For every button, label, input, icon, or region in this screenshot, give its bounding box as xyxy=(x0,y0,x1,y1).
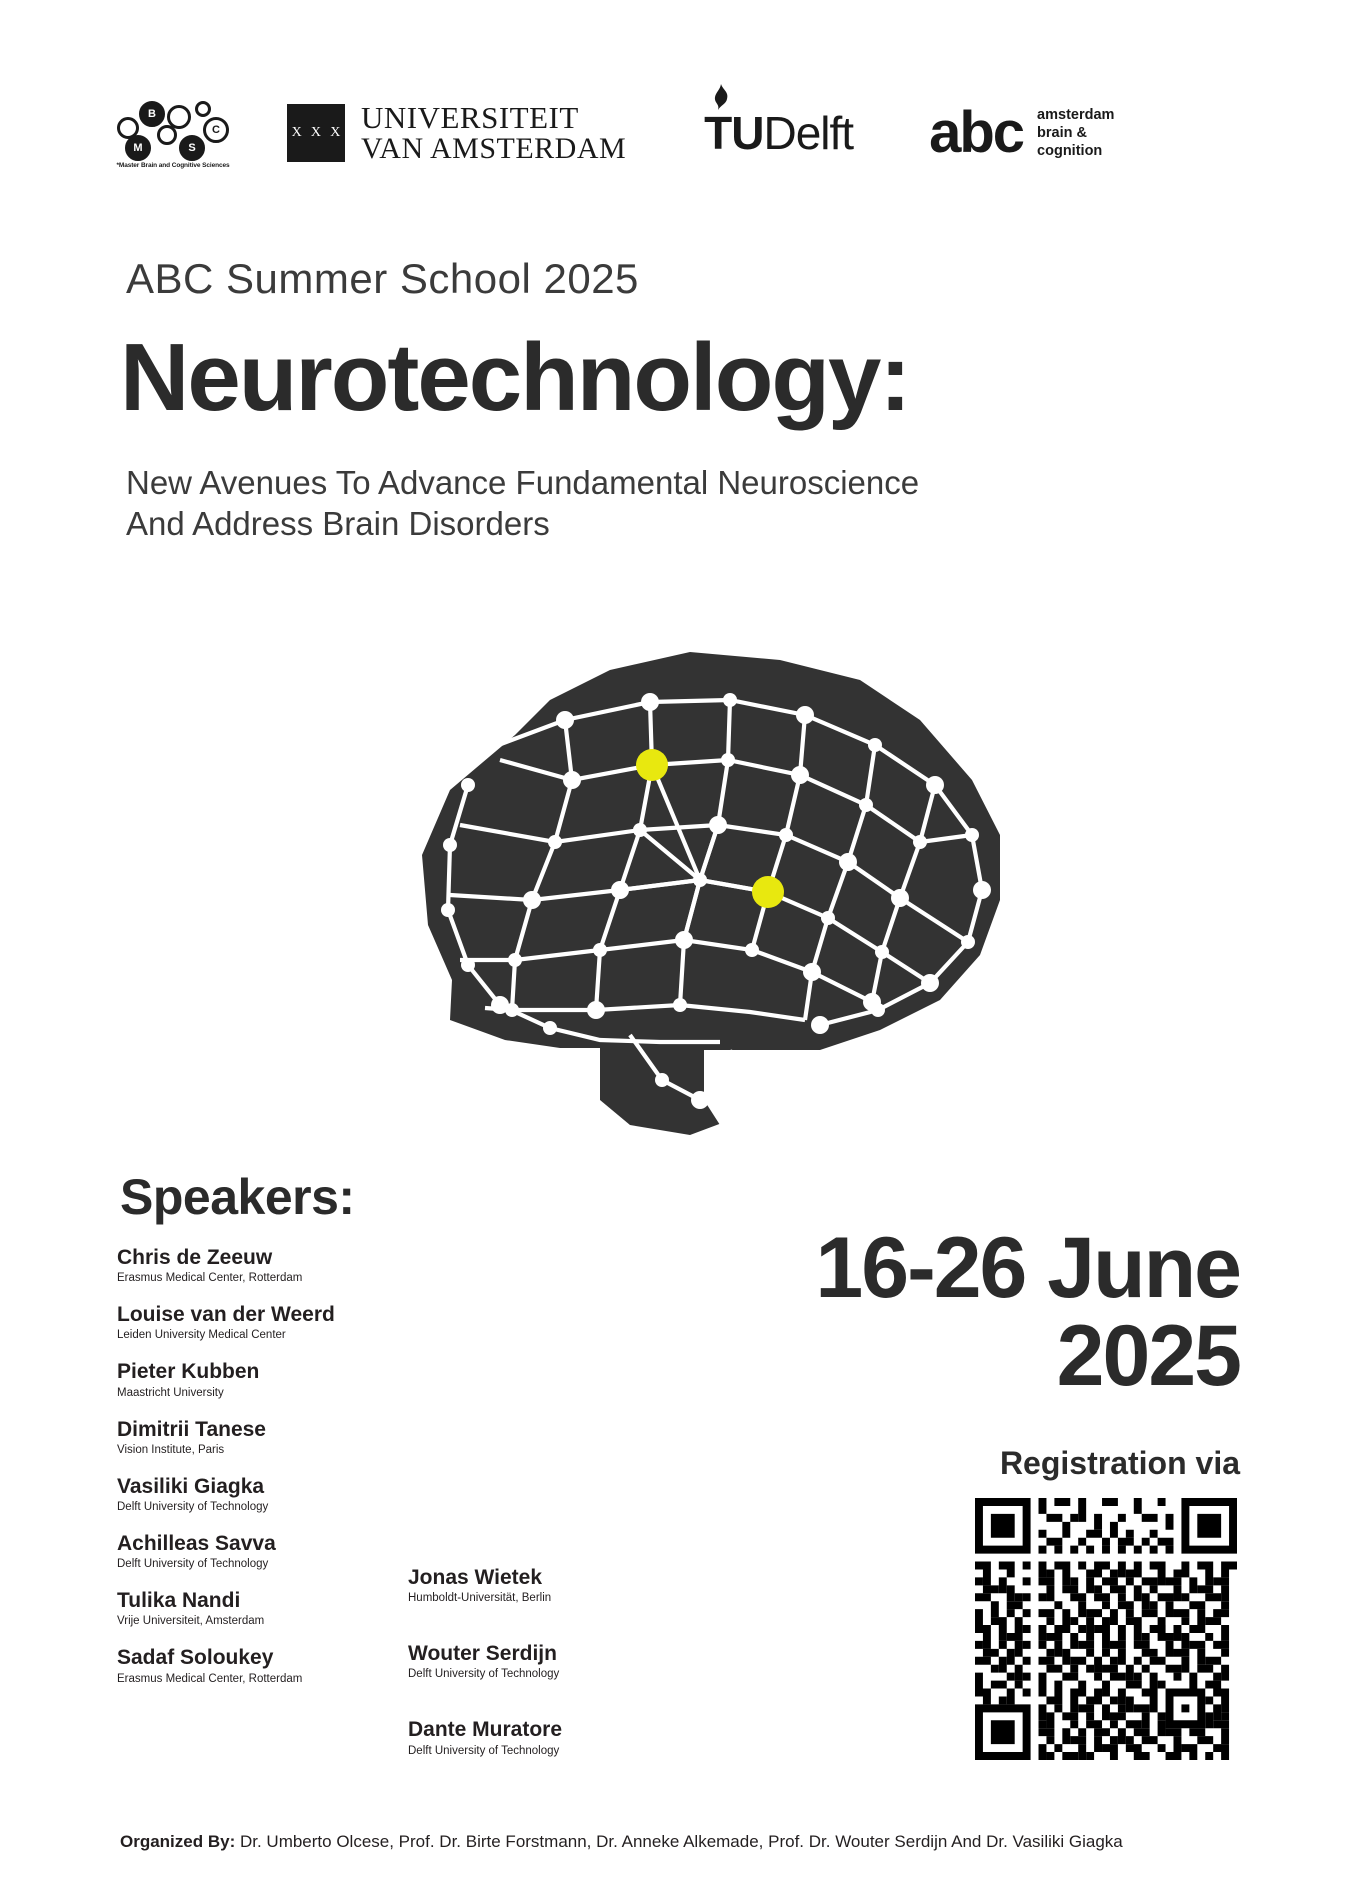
abc-tagline-2: brain & xyxy=(1037,124,1087,141)
speaker-name: Louise van der Weerd xyxy=(117,1303,335,1327)
page-title: Neurotechnology: xyxy=(120,324,910,431)
uva-line-2: VAN AMSTERDAM xyxy=(361,131,627,165)
uva-mark-x1: X xyxy=(291,124,302,140)
speaker-affiliation: Vrije Universiteit, Amsterdam xyxy=(117,1615,265,1628)
speaker-name: Vasiliki Giagka xyxy=(117,1474,265,1498)
uva-line-1: UNIVERSITEIT xyxy=(361,99,579,135)
mbcs-node-blank-4 xyxy=(157,125,177,145)
subtitle-line-1: New Avenues To Advance Fundamental Neuroscience xyxy=(126,464,920,501)
speaker-item xyxy=(408,1565,708,1604)
speaker-affiliation: Erasmus Medical Center, Rotterdam xyxy=(117,1672,303,1685)
mbcs-caption: *Master Brain and Cognitive Sciences xyxy=(116,162,230,169)
organizers-label: Organized By: xyxy=(120,1832,236,1851)
speaker-affiliation: Leiden University Medical Center xyxy=(117,1329,286,1342)
speakers-column-right xyxy=(408,1565,708,1775)
tudelft-logo xyxy=(704,107,854,159)
mbcs-node-b: B xyxy=(139,101,165,127)
speaker-affiliation: Humboldt-Universität, Berlin xyxy=(408,1592,552,1605)
mbcs-network-icon xyxy=(115,99,231,167)
mbcs-node-s: S xyxy=(179,135,205,161)
uva-shield-icon xyxy=(287,104,345,162)
speakers-heading: Speakers: xyxy=(120,1169,355,1225)
mbcs-node-c: C xyxy=(203,117,229,143)
abc-logo xyxy=(929,100,1115,166)
tudelft-tu: TU xyxy=(704,107,764,159)
speaker-affiliation: Maastricht University xyxy=(117,1386,224,1399)
tudelft-flame-icon xyxy=(710,84,732,110)
speaker-name: Dante Muratore xyxy=(408,1718,563,1742)
speaker-name: Achilleas Savva xyxy=(117,1531,276,1555)
uva-logo xyxy=(287,99,627,165)
mbcs-node-m: M xyxy=(125,135,151,161)
speaker-name: Pieter Kubben xyxy=(117,1360,260,1384)
tudelft-wordmark xyxy=(704,107,854,159)
event-date xyxy=(660,1220,1240,1404)
tudelft-delft: Delft xyxy=(763,107,854,159)
registration-label: Registration via xyxy=(999,1445,1240,1481)
abc-tagline-1: amsterdam xyxy=(1037,106,1115,123)
speaker-item xyxy=(117,1645,417,1684)
event-kicker: ABC Summer School 2025 xyxy=(126,255,639,302)
speakers-column-left xyxy=(117,1245,417,1703)
speaker-item xyxy=(117,1359,417,1398)
qr-code[interactable] xyxy=(975,1498,1237,1760)
organizers-names: Dr. Umberto Olcese, Prof. Dr. Birte Forstmann, Dr. Anneke Alkemade, Prof. Dr. Wouter Serdijn And Dr. Vasiliki Giagka xyxy=(235,1832,1123,1851)
mbcs-node-blank-2 xyxy=(195,101,211,117)
speaker-name: Tulika Nandi xyxy=(117,1589,241,1613)
speaker-name: Jonas Wietek xyxy=(408,1566,543,1589)
abc-tagline-3: cognition xyxy=(1037,143,1103,160)
speaker-affiliation: Delft University of Technology xyxy=(117,1558,269,1571)
speaker-item xyxy=(117,1588,417,1627)
page-subtitle xyxy=(126,462,1086,545)
abc-wordmark: abc xyxy=(929,100,1024,166)
speaker-affiliation: Vision Institute, Paris xyxy=(117,1443,225,1456)
abc-tagline xyxy=(1037,106,1114,160)
speaker-item xyxy=(117,1302,417,1341)
uva-mark-x3: X xyxy=(330,124,341,140)
speaker-name: Dimitrii Tanese xyxy=(117,1417,266,1441)
uva-mark-x2: X xyxy=(310,124,322,140)
event-date-line-1: 16-26 June xyxy=(815,1220,1240,1316)
brain-network-illustration xyxy=(300,580,1080,1210)
organizers-footer xyxy=(120,1832,1250,1852)
speaker-name: Chris de Zeeuw xyxy=(117,1246,273,1269)
brain-silhouette xyxy=(422,652,1000,1135)
speaker-affiliation: Delft University of Technology xyxy=(117,1500,269,1513)
speaker-item xyxy=(117,1474,417,1513)
speaker-affiliation: Delft University of Technology xyxy=(408,1668,560,1681)
speaker-affiliation: Delft University of Technology xyxy=(408,1744,560,1757)
speaker-affiliation: Erasmus Medical Center, Rotterdam xyxy=(117,1272,303,1285)
speaker-name: Wouter Serdijn xyxy=(408,1642,557,1666)
speaker-item xyxy=(117,1417,417,1456)
event-date-line-2: 2025 xyxy=(1056,1307,1240,1404)
uva-wordmark xyxy=(361,99,627,165)
speaker-item xyxy=(117,1245,417,1284)
speaker-item xyxy=(408,1641,708,1680)
mbcs-logo xyxy=(115,89,237,177)
speaker-item xyxy=(117,1531,417,1570)
speaker-item xyxy=(408,1717,708,1756)
subtitle-line-2: And Address Brain Disorders xyxy=(126,505,550,543)
logo-bar xyxy=(115,88,1245,178)
speaker-name: Sadaf Soloukey xyxy=(117,1646,274,1670)
